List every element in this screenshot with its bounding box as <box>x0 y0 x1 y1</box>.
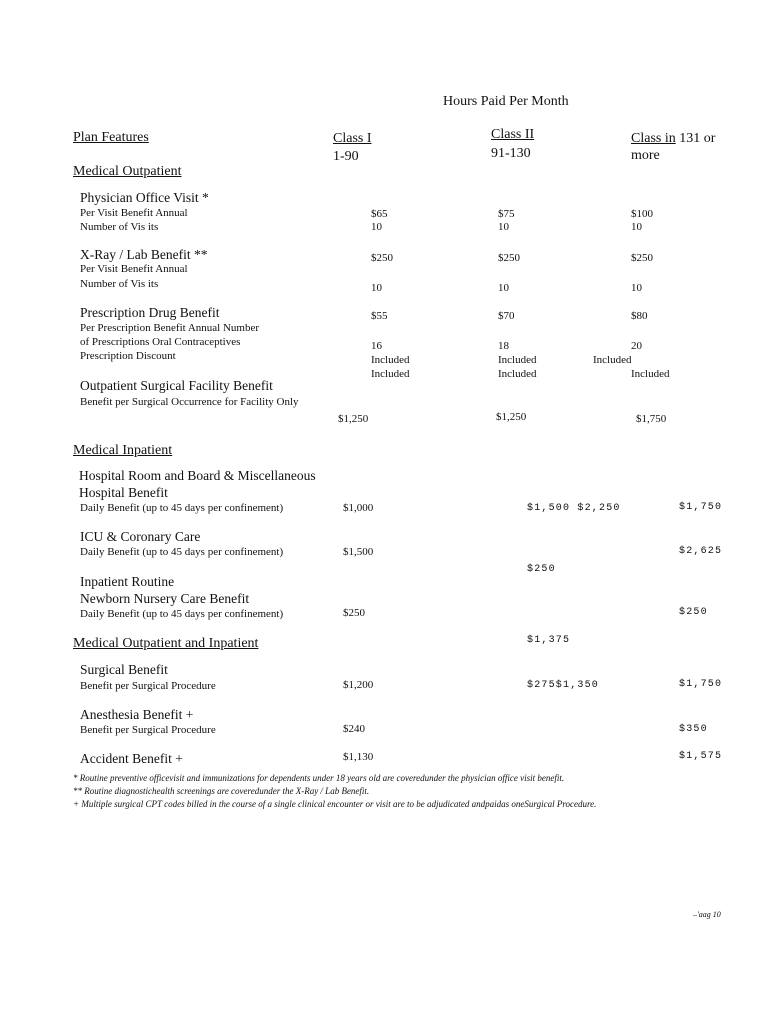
rx-c2-contraceptives: Included <box>498 354 537 366</box>
footnote-3: + Multiple surgical CPT codes billed in the course of a single clinical encounter or visit are to be adjudicated andpaidas oneSurgical Procedure. <box>73 799 597 809</box>
class3-label <box>631 132 715 146</box>
icu-c1: $1,500 <box>343 546 374 558</box>
rx-c1-discount: Included <box>371 368 410 380</box>
surgical-facility-title: Outpatient Surgical Facility Benefit <box>80 378 273 393</box>
rx-c2-discount: Included <box>498 368 537 380</box>
hospital-daily-benefit: Daily Benefit (up to 45 days per confinement) <box>80 502 284 514</box>
class2-range: 91-130 <box>491 146 531 161</box>
section-medical-outpatient: Medical Outpatient <box>73 164 182 179</box>
rx-line2: of Prescriptions Oral Contraceptives <box>80 336 241 348</box>
anesthesia-line1: Benefit per Surgical Procedure <box>80 724 216 736</box>
nursery-c1: $250 <box>343 607 365 619</box>
class3-label-rest: 131 or <box>675 131 716 146</box>
surgfac-c1: $1,250 <box>338 413 369 425</box>
section-medical-inpatient: Medical Inpatient <box>73 443 173 458</box>
xray-c2-visits: 10 <box>498 282 509 294</box>
rx-c2-count: 18 <box>498 340 509 352</box>
page-number: –'aag 10 <box>693 910 721 919</box>
icu-c3: $2,625 <box>679 546 723 557</box>
xray-c1-visits: 10 <box>371 282 382 294</box>
nursery-title-line2: Newborn Nursery Care Benefit <box>80 591 250 606</box>
plan-features-heading: Plan Features <box>73 130 149 145</box>
icu-daily-benefit: Daily Benefit (up to 45 days per confinement) <box>80 546 284 558</box>
accident-c1: $1,130 <box>343 751 374 763</box>
class3-more: more <box>631 148 660 163</box>
rx-c3-discount: Included <box>631 368 670 380</box>
footnote-2: ** Routine diagnostichealth screenings are coveredunder the X-Ray / Lab Benefit. <box>73 786 370 796</box>
physician-c3-benefit: $100 <box>631 208 653 220</box>
surgical-benefit-line1: Benefit per Surgical Procedure <box>80 680 216 692</box>
xray-lab-line1: Per Visit Benefit Annual <box>80 263 188 275</box>
hours-paid-title: Hours Paid Per Month <box>443 94 569 109</box>
rx-c1-benefit: $55 <box>371 310 388 322</box>
surgfac-c3: $1,750 <box>636 413 667 425</box>
rx-c1-count: 16 <box>371 340 382 352</box>
class2-label: Class II <box>491 127 535 142</box>
rx-c1-contraceptives: Included <box>371 354 410 366</box>
xray-lab-line2: Number of Vis its <box>80 278 159 290</box>
rx-c3-contraceptives: Included <box>593 354 632 366</box>
accident-c3: $1,575 <box>679 751 723 762</box>
nursery-daily-benefit: Daily Benefit (up to 45 days per confinement) <box>80 608 284 620</box>
surgical-c1: $1,200 <box>343 679 374 691</box>
rx-drug-title: Prescription Drug Benefit <box>80 305 220 320</box>
xray-c1-benefit: $250 <box>371 252 393 264</box>
icu-title: ICU & Coronary Care <box>80 529 201 544</box>
icu-c2: $250 <box>527 564 556 575</box>
rx-c3-count: 20 <box>631 340 642 352</box>
physician-visit-title: Physician Office Visit * <box>80 190 209 205</box>
class3-label-underlined: Class in <box>631 131 676 146</box>
section-outpatient-and-inpatient: Medical Outpatient and Inpatient <box>73 636 259 651</box>
hospital-c3: $1,750 <box>679 502 723 513</box>
xray-lab-title: X-Ray / Lab Benefit ** <box>80 247 208 262</box>
physician-c1-visits: 10 <box>371 221 382 233</box>
physician-c3-visits: 10 <box>631 221 642 233</box>
rx-line3: Prescription Discount <box>80 350 176 362</box>
class1-range: 1-90 <box>333 149 359 164</box>
anesthesia-c3: $350 <box>679 724 708 735</box>
anesthesia-title: Anesthesia Benefit + <box>80 707 194 722</box>
physician-visit-line1: Per Visit Benefit Annual <box>80 207 188 219</box>
nursery-title-line1: Inpatient Routine <box>80 574 175 589</box>
hospital-title-line2: Hospital Benefit <box>79 485 168 500</box>
rx-c3-benefit: $80 <box>631 310 648 322</box>
surgfac-c2: $1,250 <box>496 411 527 423</box>
surgical-facility-line1: Benefit per Surgical Occurrence for Facility Only <box>80 396 299 408</box>
anesthesia-c1: $240 <box>343 723 365 735</box>
surgical-c2: $275$1,350 <box>527 680 600 691</box>
surgical-benefit-title: Surgical Benefit <box>80 662 168 677</box>
nursery-c2: $1,375 <box>527 635 571 646</box>
surgical-c3: $1,750 <box>679 679 723 690</box>
physician-c1-benefit: $65 <box>371 208 388 220</box>
accident-title: Accident Benefit + <box>80 751 183 766</box>
xray-c3-benefit: $250 <box>631 252 653 264</box>
hospital-title-line1: Hospital Room and Board & Miscellaneous <box>79 468 316 483</box>
physician-visit-line2: Number of Vis its <box>80 221 159 233</box>
hospital-c1: $1,000 <box>343 502 374 514</box>
physician-c2-benefit: $75 <box>498 208 515 220</box>
xray-c2-benefit: $250 <box>498 252 520 264</box>
hospital-c2: $1,500 $2,250 <box>527 503 621 514</box>
footnote-1: * Routine preventive officevisit and immunizations for dependents under 18 years old are coveredunder the physician office visit benefit. <box>73 773 565 783</box>
rx-line1: Per Prescription Benefit Annual Number <box>80 322 260 334</box>
physician-c2-visits: 10 <box>498 221 509 233</box>
xray-c3-visits: 10 <box>631 282 642 294</box>
rx-c2-benefit: $70 <box>498 310 515 322</box>
nursery-c3: $250 <box>679 607 708 618</box>
class1-label: Class I <box>333 131 372 146</box>
